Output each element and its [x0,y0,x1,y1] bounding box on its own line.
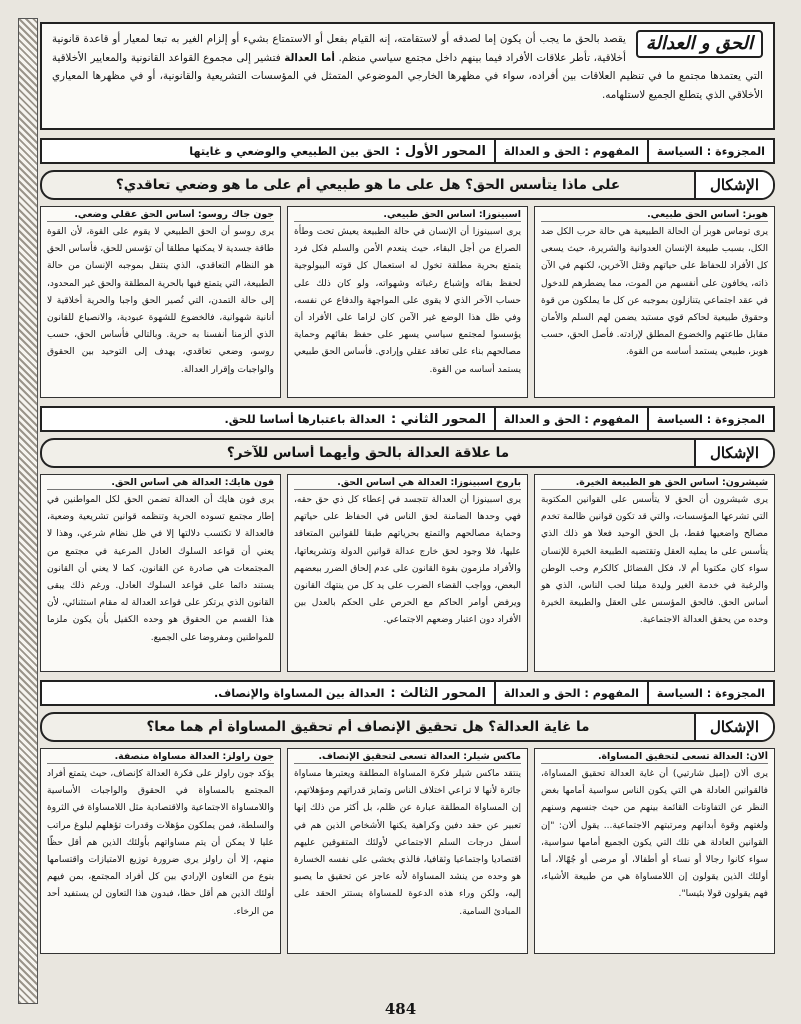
position-head: جون راولز: العدالة مساواة منصفة. [47,751,274,764]
concept-label: المفهوم : الحق و العدالة [494,140,647,162]
position-head: ألان: العدالة تسعى لتحقيق المساواة. [541,751,768,764]
position-text: يرى ألان (إميل شارتيي) أن غاية العدالة تحقيق المساواة، فالقوانين العادلة هي التي يكون الناس سواسية أمامها بغض النظر عن التفاوتات القائمة بينهم من حيث جنسهم وسنهم ولغتهم وقوة أبدانهم ومرتبتهم الاجتماعية... يقول ألان: "إن القوانين العادلة هي تلك التي يكون الجميع أمامها سواسية، سواء كانوا رجالا أو نساء أو أطفالا، أو مرضى أو جُهّالا، أما أولئك الذين يقولون إن اللامساواة هي من طبيعة الأشياء، فهم يقولون قولا بئيسا". [541,769,768,900]
position-head: فون هايك: العدالة هي أساس الحق. [47,477,274,490]
axis-title [42,408,494,430]
axis-name: العدالة بين المساواة والإنصاف. [213,686,385,700]
position-head: باروخ اسبينوزا: العدالة هي أساس الحق. [294,477,521,490]
concept-label: المفهوم : الحق و العدالة [494,408,647,430]
position-text: يرى اسبينوزا أن العدالة تتجسد في إعطاء كل ذي حق حقه، فهي وحدها الضامنة لحق الناس في الحفاظ على حياتهم وحماية مصالحهم والتمتع بحرياتهم طبقا للقوانين المتعاقد عليها، فلا وجود لحق خارج عدالة قوانين الدولة وتشريعاتها، والأفراد ملزمون بقوة القانون على عدم إلحاق الضرر ببعضهم البعض، وواجب القضاء الضرب على يد كل من ينتهك القانون ويرفض أوامر الحاكم مع الحرص على الحكم بالعدل بين الأفراد دون اعتبار وضعهم الاجتماعي. [294,495,521,626]
axis-title [42,140,494,162]
section-2-problem [40,438,775,468]
concept-label: المفهوم : الحق و العدالة [494,682,647,704]
position-scheler [287,748,528,954]
position-alain [534,748,775,954]
module-label: المجزوءة : السياسة [647,682,773,704]
intro-box [40,22,775,130]
axis-name: العدالة باعتبارها أساسا للحق. [224,412,386,426]
axis-label: المحور الأول : [395,143,486,159]
position-head: جون جاك روسو: أساس الحق عقلي وضعي. [47,209,274,222]
section-1-header [40,138,775,164]
position-text: ينتقد ماكس شيلر فكرة المساواة المطلقة ويعتبرها مساواة جائرة لأنها لا تراعي اختلاف الناس وتمايز قدراتهم ومؤهلاتهم، إن المساواة المطلقة عبارة عن ظلم، بل أكثر من ذلك إنها تعبير عن حقد دفين وكراهية يكنها الأشخاص الذين هم في أسفل درجات السلم الاجتماعي لأولئك المتفوقين عليهم اقتصاديا واجتماعيا وثقافيا، فالذي يخشى على نفسه الخسارة هو وحده من ينشد المساواة لأنه عاجز عن تحقيق ما يصبو إليه، ولكن وراء هذه الدعوة للمساواة يستتر الحقد على المبادئ السامية. [294,769,521,917]
problem-tag: الإشكال [694,172,773,198]
position-hobbes [534,206,775,398]
axis-label: المحور الثاني : [391,411,486,427]
position-cicero [534,474,775,672]
position-spinoza [287,206,528,398]
position-text: يرى اسبينوزا أن الإنسان في حالة الطبيعة يعيش تحت وطأة الصراع من أجل البقاء، حيث ينعدم الأمن والسلم فكل فرد يتمتع بحرية مطلقة تخول له استعمال كل قوته البيولوجية لحفظ بقائه وإشباع رغباته وشهواته، ولو كان ذلك على حساب الآخر الذي لا يقوى على المواجهة والدفاع عن نفسه، وفي ظل هذا الوضع غير الآمن كان لزاما على الأفراد أن يؤسسوا لمجتمع سياسي يسهر على حفظ بقائهم وحماية مصالحهم بناء على تعاقد عقلي وإرادي. فأساس الحق طبيعي يستمد أساسه من القوة. [294,227,521,375]
position-text: يرى شيشرون أن الحق لا يتأسس على القوانين المكتوبة التي تشرعها المؤسسات، والتي قد تكون قوانين ظالمة تخدم مصالح واضعيها فقط، بل الحق الوحيد فعلا هو ذلك الذي يتأسس على ما يمليه العقل وتقتضيه الطبيعة الخيرة للإنسان سواء كان مكتوبا أم لا، فكل الفضائل كالكرم وحب الوطن والرغبة في خدمة الغير وليدة ميلنا لحب الناس، الذي هو أساس الحق. فالحق المؤسس على العقل والطبيعة الخيرة وحده من يحقق العدالة الاجتماعية. [541,495,768,626]
problem-question: ما غاية العدالة؟ هل تحقيق الإنصاف أم تحقيق المساواة أم هما معا؟ [146,719,590,735]
lesson-title: الحق و العدالة [636,30,763,58]
position-text: يرى فون هايك أن العدالة تضمن الحق لكل المواطنين في إطار مجتمع تسوده الحرية وتنظمه قوانين تشريعية وضعية، فالعدالة لا تكتسب دلالتها إلا في ظل نظام شرعي، وهذا لا يعني أن قواعد السلوك العادل المرعية في مجتمع من المجتمعات هي صادرة عن القانون، كما لا يعني أن القانون يستند دائما على قواعد السلوك العادل. ورغم ذلك يبقى القانون الذي يرتكز على قواعد العدالة له مقام استثنائي، لأن هذا القسم من الحقوق هو وحده الكفيل بأن يكون ملزما للمواطنين ومفروضا على الجميع. [47,495,274,643]
section-2-columns [40,474,775,672]
intro-justice-word: أما العدالة [284,51,335,64]
position-head: ماكس شيلر: العدالة تسعى لتحقيق الإنصاف. [294,751,521,764]
problem-question: ما علاقة العدالة بالحق وأيهما أساس للآخر؟ [226,445,510,461]
problem-tag: الإشكال [694,714,773,740]
section-3-columns [40,748,775,954]
section-3-problem [40,712,775,742]
problem-question: على ماذا يتأسس الحق؟ هل على ما هو طبيعي أم على ما هو وضعي تعاقدي؟ [115,177,621,193]
position-text: يؤكد جون راولز على فكرة العدالة كإنصاف، حيث يتمتع أفراد المجتمع بالمساواة في الحقوق والواجبات الأساسية واللامساواة الاجتماعية والاقتصادية مثل اللامساواة في الثروة والسلطة، فمن يملكون مؤهلات وقدرات تؤهلهم لبلوغ مراتب عليا لا يمكن أن يتم مساواتهم بأولئك الذين هم أقل حظّا منهم، إلا أن راولز يرى ضرورة توزيع الامتيازات واقتسامها بنوع من التعاون الإرادي بين كل أفراد المجتمع، بمن فيهم أولئك الذين هم أقل حظا، فبدون هذا التعاون لن يستفيد أحد من الرخاء. [47,769,274,917]
position-head: اسبينوزا: أساس الحق طبيعي. [294,209,521,222]
axis-name: الحق بين الطبيعي والوضعي و غايتها [189,144,390,158]
position-hayek [40,474,281,672]
section-1-columns [40,206,775,398]
axis-title [42,682,494,704]
decorative-border [18,18,38,1004]
intro-right-definition: يقصد بالحق ما يجب أن يكون إما لصدقه أو لاستقامته، إنه القيام بفعل أو الاستمتاع بشيء أو إلزام الغير به تبعا لمعيار أو قاعدة قانونية أخلاقية، تأطر علاقات الأفراد فيما بينهم داخل مجتمع سياسي منظم. [52,33,626,64]
position-spinoza [287,474,528,672]
position-text: يرى روسو أن الحق الطبيعي لا يقوم على القوة، لأن القوة طاقة جسدية لا يمكنها مطلقا أن تؤسس للحق، فأساس الحق هو النظام التعاقدي، الذي ينتقل بموجبه الإنسان من حالة الطبيعة، التي يتمتع فيها بالحرية المطلقة والحق غير المحدود، إلى حالة التمدن، التي تُصير الحق واجبا والحرية أخلاقية لا أنانية شهوانية، فالخضوع للشهوة عبودية، والانصياع للقانون الذي ألزمنا أنفسنا به حرية. وبالتالي فأساس الحق، حسب روسو، وضعي تعاقدي، يهدف إلى التوحيد بين الحقوق والواجبات وإقرار العدالة. [47,227,274,375]
module-label: المجزوءة : السياسة [647,408,773,430]
axis-label: المحور الثالث : [390,685,486,701]
section-3-header [40,680,775,706]
section-2-header [40,406,775,432]
page-number: 484 [384,1000,417,1018]
position-head: هوبز: أساس الحق طبيعي. [541,209,768,222]
problem-tag: الإشكال [694,440,773,466]
position-rousseau [40,206,281,398]
section-1-problem [40,170,775,200]
intro-justice-definition: فتشير إلى مجموع القواعد القانونية والمعايير الأخلاقية التي يعتمدها مجتمع ما في تنظيم العلاقات بين أفراده، سواء في مظهرها الخارجي الموضوعي المتمثل في المؤسسات التشريعية والقانونية، أو في مظهرها المعياري الأخلاقي الذي يتطلع الجميع لاستلهامه. [52,51,763,101]
position-rawls [40,748,281,954]
position-head: شيشرون: أساس الحق هو الطبيعة الخيرة. [541,477,768,490]
module-label: المجزوءة : السياسة [647,140,773,162]
position-text: يرى توماس هوبز أن الحالة الطبيعية هي حالة حرب الكل ضد الكل، بسبب طبيعة الإنسان العدوانية والشريرة، حيث يسعى كل الأفراد للحفاظ على حياتهم وقتل الآخرين، لكنهم في الآن ذاته، يخافون على أنفسهم من الموت، مما يضطرهم للدخول في عقد اجتماعي يتنازلون بموجبه عن كل ما يملكون من قوة وحقوق طبيعية لحاكم قوي مستبد يضمن لهم السلم والأمان مقابل طاعتهم والخضوع المطلق لإرادته. فأصل الحق، حسب هوبز، طبيعي يستمد أساسه من القوة. [541,227,768,358]
